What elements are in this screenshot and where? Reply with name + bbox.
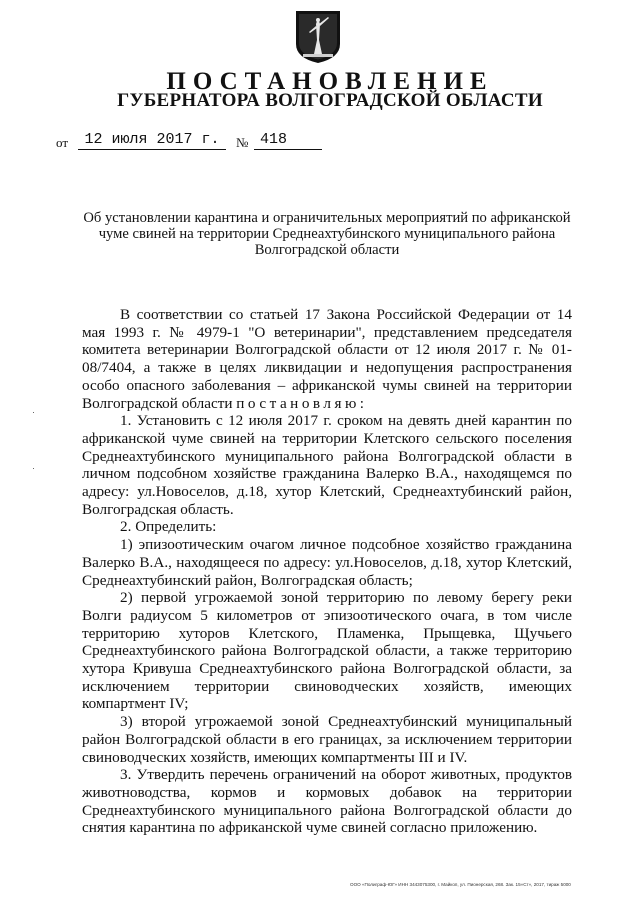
coat-of-arms-emblem: [295, 10, 341, 64]
margin-mark: [33, 468, 34, 469]
paragraph-2: 2. Определить:: [120, 518, 217, 536]
paragraph-2-3: 3) второй угрожаемой зоной Среднеахтубинский муниципальный район Волгоградской области в его границах, за исключением территории свиноводческих хозяйств, имеющих компартменты III и IV.: [82, 713, 572, 766]
printer-footer: ООО «Полиграф-ЮГ» ИНН 3443075300, г. Майкоп, ул. Пионерская, 268. Зак. 15«Ст», 2017, тираж 5000: [350, 882, 571, 887]
date-label: от: [56, 135, 69, 150]
issuer-title: ГУБЕРНАТОРА ВОЛГОГРАДСКОЙ ОБЛАСТИ: [117, 90, 543, 111]
number-value: 418: [254, 131, 322, 150]
margin-mark: [33, 412, 34, 413]
decree-word: постановляю:: [236, 394, 368, 412]
preamble-text: В соответствии со статьей 17 Закона Российской Федерации от 14 мая 1993 г. № 4979-1 "О ветеринарии", представлением председателя комитета ветеринарии Волгоградской области от 12 июля 2017 г. № 01-08/7404, а также в целях ликвидации и недопущения распространения особо опасного заболевания – африканской чумы свиней на территории Волгоградской области: [82, 306, 572, 412]
document-subject: Об установлении карантина и ограничительных мероприятий по африканской чуме свиней на территории Среднеахтубинского муниципального района Волгоградской области: [83, 210, 571, 258]
document-body: [82, 306, 572, 837]
paragraph-2-1: 1) эпизоотическим очагом личное подсобное хозяйство гражданина Валерко В.А., находящееся по адресу: ул.Новоселов, д.18, хутор Клетский, Среднеахтубинский район, Волгоградская область;: [82, 536, 572, 589]
paragraph-3: 3. Утвердить перечень ограничений на оборот животных, продуктов животноводства, кормов и кормовых добавок на территории Среднеахтубинского муниципального района Волгоградской области до снятия карантина по африканской чуме свиней согласно приложению.: [82, 766, 572, 837]
number-label: №: [236, 135, 249, 150]
paragraph-2-2: 2) первой угрожаемой зоной территорию по левому берегу реки Волги радиусом 5 километров от эпизоотического очага, в том числе территорию хуторов Клетского, Пламенка, Прыщевка, Щучьего Среднеахтубинского района Волгоградской области, а также территорию хутора Кривуша Среднеахтубинского района Волгоградской области, за исключением территории свиноводческих хозяйств, имеющих компартмент IV;: [82, 589, 572, 713]
date-value: 12 июля 2017 г.: [78, 131, 226, 150]
preamble-paragraph: [82, 306, 572, 412]
document-type-title: ПОСТАНОВЛЕНИЕ: [166, 68, 494, 95]
paragraph-1: 1. Установить с 12 июля 2017 г. сроком на девять дней карантин по африканской чуме свиней на территории Клетского сельского поселения Среднеахтубинского муниципального района Волгоградской области в личном подсобном хозяйстве гражданина Валерко В.А., находящемся по адресу: ул.Новоселов, д.18, хутор Клетский, Среднеахтубинский район, Волгоградская область.: [82, 412, 572, 518]
document-meta: [56, 131, 456, 151]
